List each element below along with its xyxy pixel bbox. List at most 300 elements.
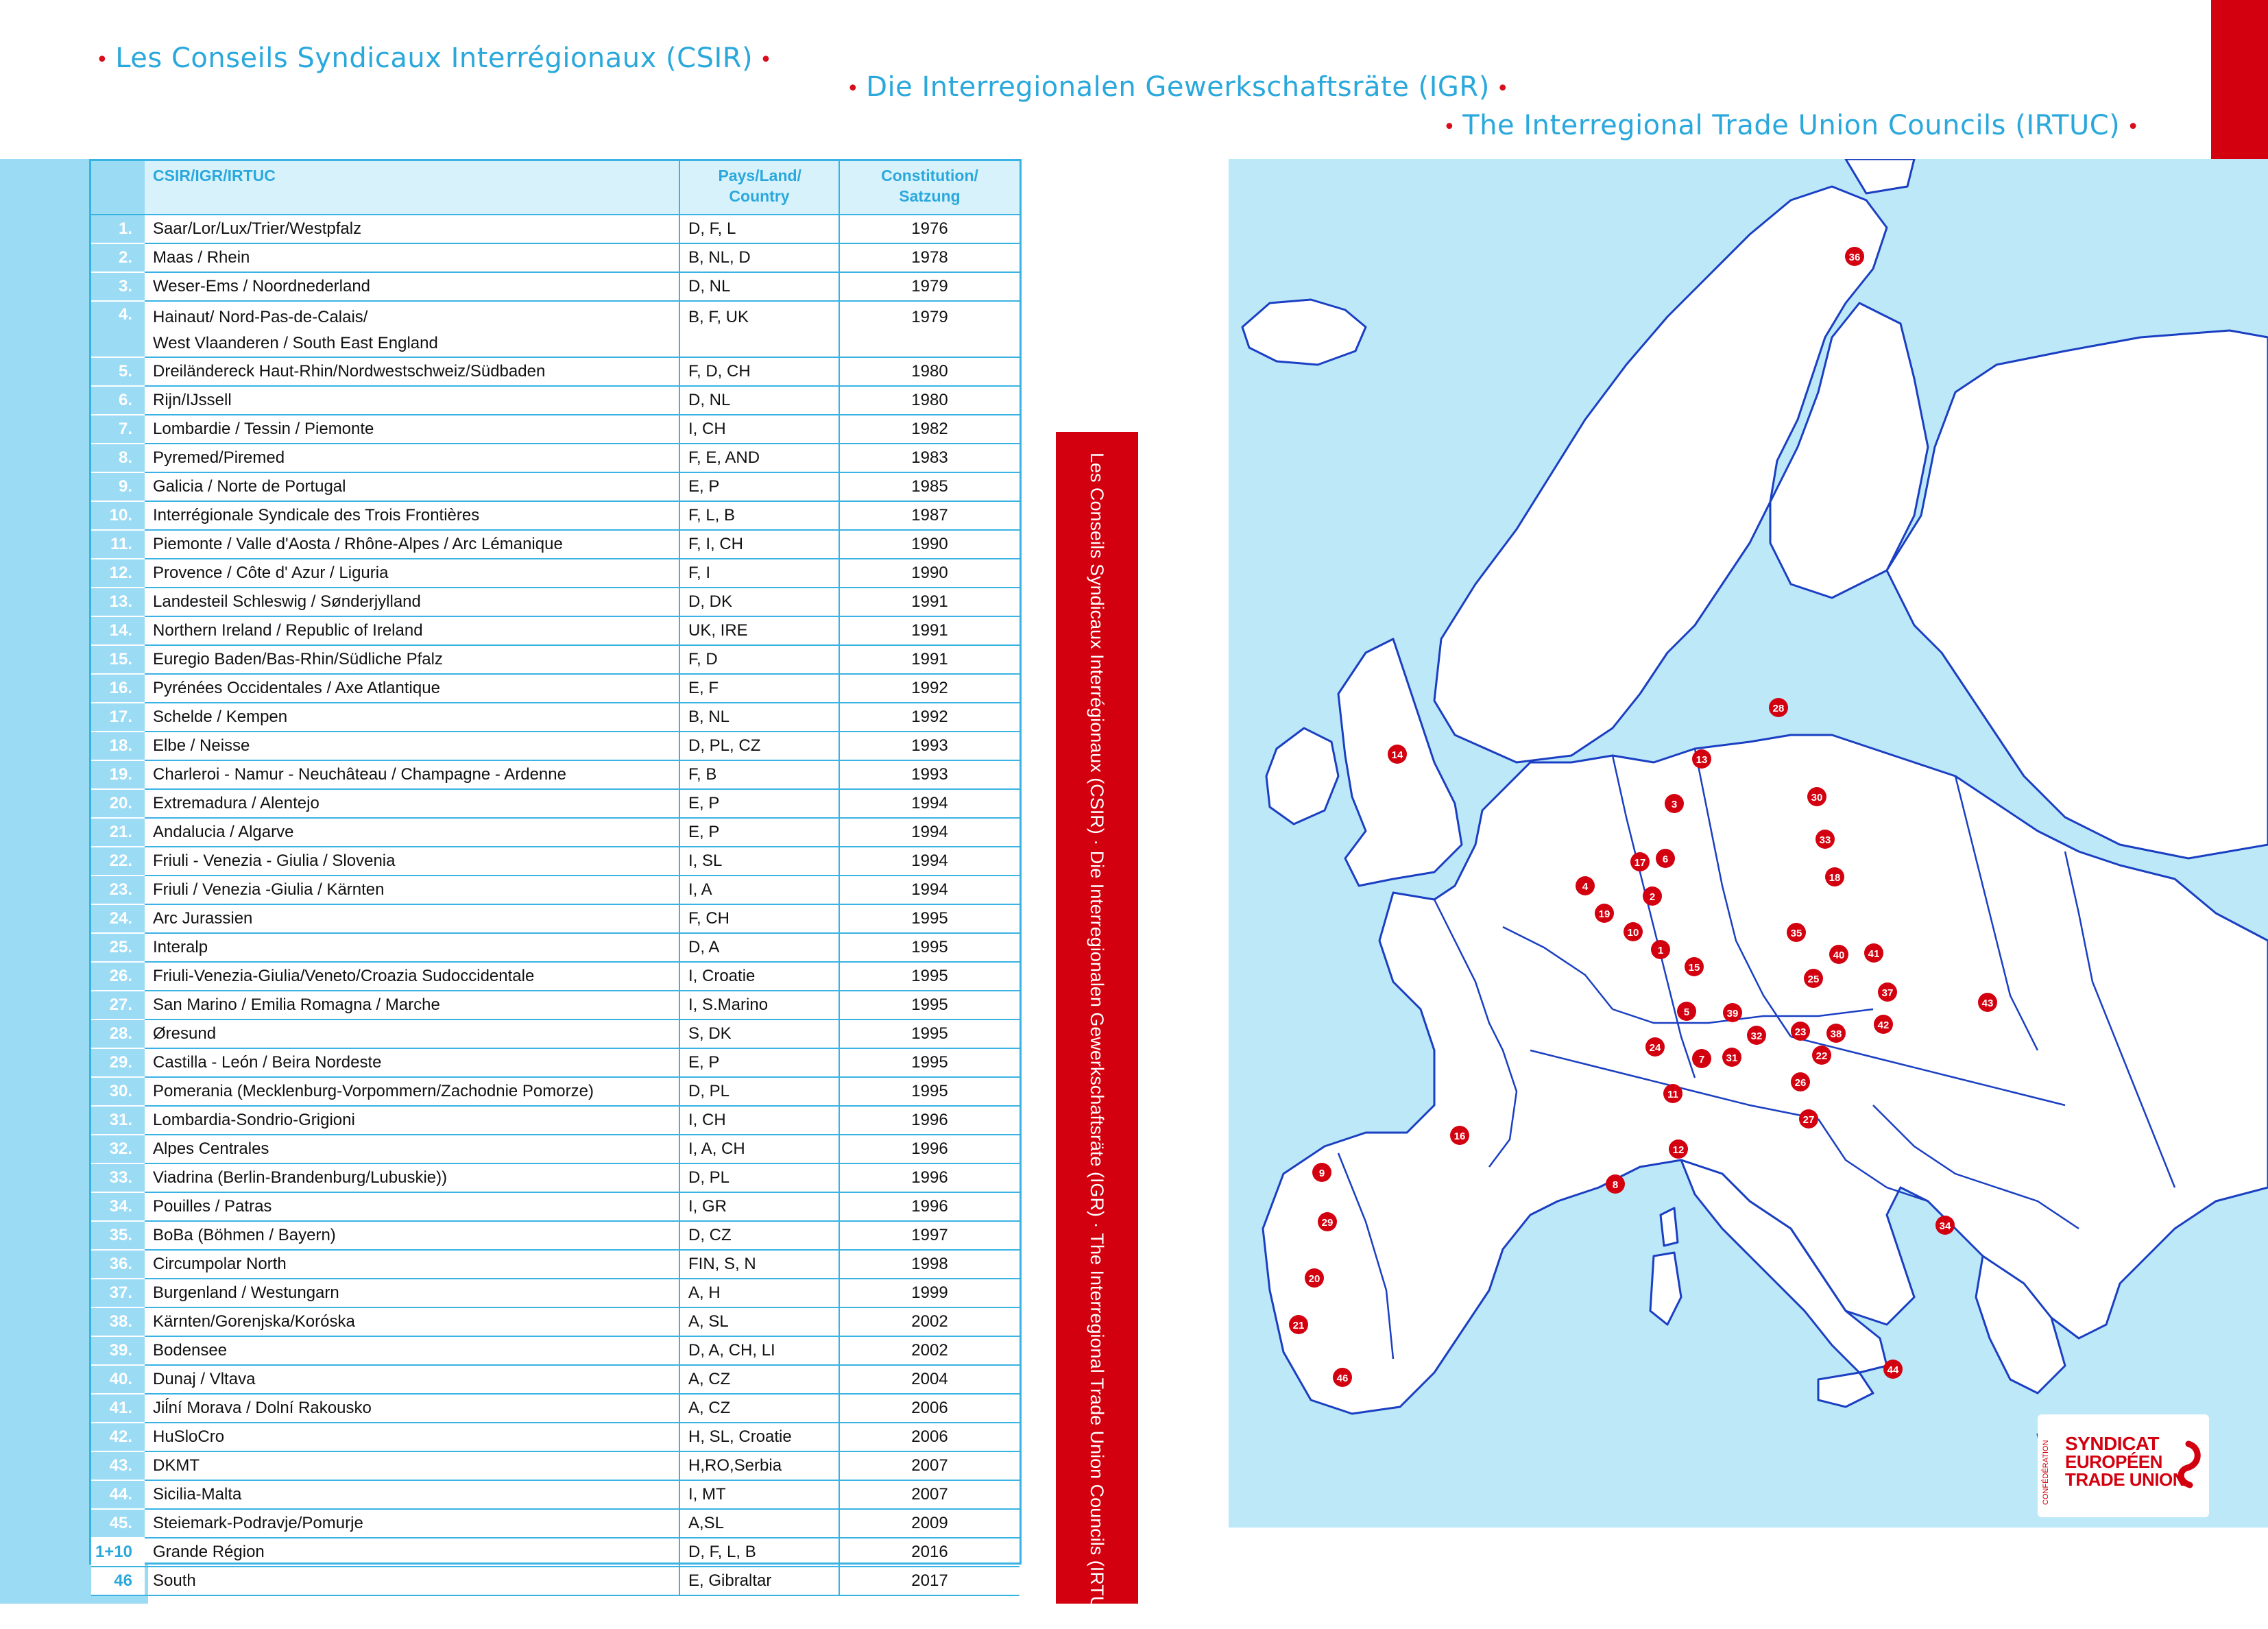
header-name: CSIR/IGR/IRTUC: [145, 161, 679, 215]
europe-map: [1229, 159, 2268, 1528]
table-row: [91, 645, 1020, 674]
row-year: 1983: [839, 444, 1020, 472]
row-country: I, CH: [679, 415, 839, 444]
row-number: 18.: [91, 732, 145, 760]
map-marker: [1651, 940, 1670, 959]
table-row: [91, 732, 1020, 760]
row-number: 40.: [91, 1365, 145, 1394]
row-name: Extremadura / Alentejo: [145, 789, 679, 818]
map-marker: [1318, 1212, 1337, 1231]
row-name: Sicilia-Malta: [145, 1480, 679, 1509]
row-name: HuSloCro: [145, 1423, 679, 1451]
map-marker-label: 42: [1877, 1019, 1890, 1031]
row-country: E, P: [679, 818, 839, 847]
row-number: 36.: [91, 1250, 145, 1279]
row-country: UK, IRE: [679, 616, 839, 645]
table-row: [91, 501, 1020, 530]
table-row: [91, 818, 1020, 847]
map-marker: [1289, 1315, 1308, 1334]
map-marker-label: 21: [1292, 1320, 1305, 1331]
row-number: 26.: [91, 962, 145, 991]
map-marker: [1663, 1084, 1682, 1103]
map-marker-label: 32: [1750, 1030, 1763, 1042]
row-country: F, E, AND: [679, 444, 839, 472]
row-name: Pomerania (Mecklenburg-Vorpommern/Zachodnie Pomorze): [145, 1077, 679, 1106]
table-body: [91, 215, 1020, 1595]
row-number: 10.: [91, 501, 145, 530]
map-marker: [1787, 923, 1806, 942]
row-year: 1994: [839, 818, 1020, 847]
map-marker: [1829, 945, 1848, 964]
row-name: Piemonte / Valle d'Aosta / Rhône-Alpes / Arc Lémanique: [145, 530, 679, 559]
row-year: 2006: [839, 1423, 1020, 1451]
row-name: [145, 301, 679, 357]
row-number: 44.: [91, 1480, 145, 1509]
table-row: [91, 1451, 1020, 1480]
table-row: [91, 760, 1020, 789]
row-name: Bodensee: [145, 1336, 679, 1365]
table-row: [91, 530, 1020, 559]
map-marker-label: 41: [1868, 948, 1880, 960]
row-number: 35.: [91, 1221, 145, 1250]
row-number: 24.: [91, 904, 145, 933]
map-marker-label: 35: [1790, 928, 1802, 939]
row-name: Weser-Ems / Noordnederland: [145, 272, 679, 301]
table-row: [91, 243, 1020, 272]
row-name: Lombardia-Sondrio-Grigioni: [145, 1106, 679, 1135]
map-marker-label: 6: [1662, 854, 1669, 865]
row-name: Rijn/IJssell: [145, 386, 679, 415]
map-marker-label: 27: [1802, 1114, 1815, 1126]
map-marker-label: 3: [1671, 799, 1678, 810]
table-row: [91, 1365, 1020, 1394]
map-marker: [1845, 247, 1864, 266]
row-name: Lombardie / Tessin / Piemonte: [145, 415, 679, 444]
map-marker: [1685, 957, 1704, 976]
row-number: 9.: [91, 472, 145, 501]
row-year: 1998: [839, 1250, 1020, 1279]
row-name-line2: West Vlaanderen / South East England: [153, 334, 438, 352]
map-marker-label: 36: [1848, 252, 1861, 263]
row-number: 43.: [91, 1451, 145, 1480]
row-country: E, P: [679, 789, 839, 818]
row-name: Pyremed/Piremed: [145, 444, 679, 472]
map-marker-label: 18: [1829, 872, 1841, 884]
row-name: Friuli / Venezia -Giulia / Kärnten: [145, 876, 679, 904]
sardinia-shape: [1650, 1253, 1681, 1325]
row-country: E, P: [679, 1048, 839, 1077]
table-row: [91, 1019, 1020, 1048]
map-marker-label: 16: [1453, 1131, 1466, 1142]
map-marker-label: 34: [1939, 1220, 1951, 1232]
map-marker: [1978, 993, 1997, 1012]
row-number: 16.: [91, 674, 145, 703]
table-row: [91, 1135, 1020, 1163]
row-number: 7.: [91, 415, 145, 444]
map-marker: [1825, 867, 1844, 886]
map-marker-label: 15: [1688, 962, 1700, 974]
row-name: Friuli - Venezia - Giulia / Slovenia: [145, 847, 679, 876]
map-marker: [1606, 1174, 1625, 1194]
table-header-row: [91, 161, 1020, 215]
row-year: 1991: [839, 588, 1020, 616]
row-name: Øresund: [145, 1019, 679, 1048]
map-marker: [1595, 904, 1614, 923]
map-marker: [1630, 852, 1650, 871]
row-year: 1982: [839, 415, 1020, 444]
map-marker-label: 2: [1649, 891, 1656, 903]
map-marker: [1791, 1022, 1810, 1041]
row-number: 22.: [91, 847, 145, 876]
row-country: H, SL, Croatie: [679, 1423, 839, 1451]
row-year: 2004: [839, 1365, 1020, 1394]
row-name-line1: Hainaut/ Nord-Pas-de-Calais/: [153, 308, 368, 326]
row-country: F, D, CH: [679, 357, 839, 386]
row-name: Northern Ireland / Republic of Ireland: [145, 616, 679, 645]
row-year: 1990: [839, 530, 1020, 559]
map-marker: [1692, 1049, 1711, 1068]
row-year: 1992: [839, 703, 1020, 732]
map-marker: [1826, 1024, 1846, 1043]
map-marker: [1677, 1002, 1696, 1021]
row-country: D, PL, CZ: [679, 732, 839, 760]
row-number: 12.: [91, 559, 145, 588]
row-country: F, CH: [679, 904, 839, 933]
row-name: Friuli-Venezia-Giulia/Veneto/Croazia Sudoccidentale: [145, 962, 679, 991]
row-name: Schelde / Kempen: [145, 703, 679, 732]
table-row: [91, 1480, 1020, 1509]
row-country: D, CZ: [679, 1221, 839, 1250]
map-marker-label: 24: [1649, 1042, 1661, 1054]
table-row: [91, 272, 1020, 301]
row-name: Interalp: [145, 933, 679, 962]
table-row: [91, 904, 1020, 933]
row-year: 1996: [839, 1192, 1020, 1221]
row-number: 21.: [91, 818, 145, 847]
vertical-title-text: Les Conseils Syndicaux Interrégionaux (CSIR) · Die Interregionalen Gewerkschaftsräte (IGR) · The Interregional Trade Union Councils (IRTUC): [1087, 452, 1107, 1629]
row-number: 8.: [91, 444, 145, 472]
row-year: 1992: [839, 674, 1020, 703]
row-year: 2002: [839, 1307, 1020, 1336]
map-marker: [1669, 1139, 1688, 1159]
table-row: [91, 674, 1020, 703]
map-marker: [1747, 1026, 1766, 1045]
row-name: Charleroi - Namur - Neuchâteau / Champagne - Ardenne: [145, 760, 679, 789]
arctic-island-shape: [1846, 159, 1914, 193]
map-marker: [1791, 1072, 1810, 1091]
map-marker-label: 30: [1811, 792, 1823, 804]
row-year: 1995: [839, 1048, 1020, 1077]
row-year: 2009: [839, 1509, 1020, 1538]
row-country: S, DK: [679, 1019, 839, 1048]
map-marker: [1769, 698, 1788, 717]
row-name: Burgenland / Westungarn: [145, 1279, 679, 1307]
header-country-text: Pays/Land/ Country: [718, 167, 801, 205]
row-name: Pouilles / Patras: [145, 1192, 679, 1221]
map-marker: [1312, 1163, 1331, 1182]
council-table: [89, 159, 1022, 1590]
map-marker-label: 26: [1794, 1077, 1807, 1089]
map-marker: [1643, 886, 1662, 906]
row-number: 46: [91, 1567, 145, 1595]
row-name: Saar/Lor/Lux/Trier/Westpfalz: [145, 215, 679, 243]
table-row: [91, 933, 1020, 962]
table-row: [91, 588, 1020, 616]
row-year: 1991: [839, 645, 1020, 674]
map-marker: [1812, 1046, 1831, 1065]
row-country: E, P: [679, 472, 839, 501]
row-number: 38.: [91, 1307, 145, 1336]
map-marker-label: 13: [1696, 754, 1708, 766]
map-marker-label: 7: [1698, 1054, 1705, 1065]
row-country: I, MT: [679, 1480, 839, 1509]
row-name: Maas / Rhein: [145, 243, 679, 272]
row-name: Pyrénées Occidentales / Axe Atlantique: [145, 674, 679, 703]
map-marker-label: 20: [1308, 1273, 1320, 1285]
map-marker: [1305, 1268, 1324, 1288]
table-row: [91, 1192, 1020, 1221]
row-name: Viadrina (Berlin-Brandenburg/Lubuskie)): [145, 1163, 679, 1192]
table-row: [91, 1048, 1020, 1077]
row-number: 11.: [91, 530, 145, 559]
row-country: I, CH: [679, 1106, 839, 1135]
logo-vertical-text: CONFÉDÉRATION: [2042, 1440, 2050, 1505]
row-number: 31.: [91, 1106, 145, 1135]
row-year: 1994: [839, 847, 1020, 876]
row-country: A, SL: [679, 1307, 839, 1336]
row-number: 13.: [91, 588, 145, 616]
row-number: 30.: [91, 1077, 145, 1106]
map-marker-label: 29: [1321, 1217, 1334, 1229]
map-marker: [1883, 1360, 1903, 1379]
map-marker: [1935, 1216, 1955, 1235]
map-marker: [1864, 943, 1883, 963]
row-country: F, D: [679, 645, 839, 674]
row-name: Arc Jurassien: [145, 904, 679, 933]
table-row: [91, 1538, 1020, 1567]
row-year: 1979: [839, 301, 1020, 357]
map-marker-label: 44: [1887, 1364, 1899, 1376]
map-marker-label: 25: [1807, 974, 1820, 985]
map-marker: [1878, 982, 1897, 1002]
row-number: 27.: [91, 991, 145, 1019]
row-country: B, NL: [679, 703, 839, 732]
row-name: South: [145, 1567, 679, 1595]
row-name: Castilla - León / Beira Nordeste: [145, 1048, 679, 1077]
row-year: 1993: [839, 732, 1020, 760]
row-year: 1996: [839, 1135, 1020, 1163]
map-marker-label: 17: [1634, 857, 1646, 869]
logo-text: [2065, 1435, 2185, 1488]
row-year: 1978: [839, 243, 1020, 272]
table-row: [91, 472, 1020, 501]
table-row: [91, 1163, 1020, 1192]
title-de: • Die Interregionalen Gewerkschaftsräte (IGR) •: [847, 71, 1510, 103]
map-marker-label: 31: [1726, 1052, 1738, 1064]
map-marker-label: 39: [1726, 1008, 1739, 1019]
title-fr: • Les Conseils Syndicaux Interrégionaux (CSIR) •: [96, 43, 773, 74]
table-row: [91, 1307, 1020, 1336]
row-year: 1990: [839, 559, 1020, 588]
row-number: 25.: [91, 933, 145, 962]
row-number: 3.: [91, 272, 145, 301]
table-row: [91, 1509, 1020, 1538]
logo-line3: TRADE UNION: [2065, 1469, 2186, 1490]
row-year: 1995: [839, 904, 1020, 933]
row-year: 2007: [839, 1451, 1020, 1480]
row-year: 1995: [839, 1019, 1020, 1048]
row-year: 1991: [839, 616, 1020, 645]
map-marker-label: 43: [1981, 998, 1994, 1009]
table-row: [91, 301, 1020, 357]
row-name: Elbe / Neisse: [145, 732, 679, 760]
table-row: [91, 962, 1020, 991]
row-country: B, F, UK: [679, 301, 839, 357]
row-number: 41.: [91, 1394, 145, 1423]
vertical-title-bar: [1056, 432, 1138, 1629]
row-country: I, GR: [679, 1192, 839, 1221]
row-number: 1.: [91, 215, 145, 243]
map-marker: [1624, 922, 1643, 941]
row-name: BoBa (Böhmen / Bayern): [145, 1221, 679, 1250]
map-marker-label: 14: [1391, 749, 1403, 761]
row-year: 1980: [839, 386, 1020, 415]
row-country: I, SL: [679, 847, 839, 876]
row-number: 19.: [91, 760, 145, 789]
row-number: 37.: [91, 1279, 145, 1307]
row-number: 6.: [91, 386, 145, 415]
map-marker: [1692, 749, 1711, 769]
table-row: [91, 1250, 1020, 1279]
row-year: 1979: [839, 272, 1020, 301]
table-row: [91, 1394, 1020, 1423]
row-name: Circumpolar North: [145, 1250, 679, 1279]
map-marker-label: 33: [1819, 834, 1831, 846]
table-row: [91, 1077, 1020, 1106]
logo-swirl-icon: [2175, 1440, 2202, 1488]
iceland-shape: [1242, 300, 1366, 365]
row-year: 1995: [839, 1077, 1020, 1106]
table-row: [91, 847, 1020, 876]
row-name: San Marino / Emilia Romagna / Marche: [145, 991, 679, 1019]
row-country: F, L, B: [679, 501, 839, 530]
row-country: H,RO,Serbia: [679, 1451, 839, 1480]
table-row: [91, 357, 1020, 386]
map-marker: [1807, 787, 1826, 806]
row-country: I, A: [679, 876, 839, 904]
row-country: A, CZ: [679, 1394, 839, 1423]
map-marker-label: 28: [1772, 703, 1785, 714]
map-marker-label: 8: [1612, 1179, 1619, 1191]
header-country: [679, 161, 839, 215]
row-number: 42.: [91, 1423, 145, 1451]
table-row: [91, 1221, 1020, 1250]
row-year: 1993: [839, 760, 1020, 789]
map-marker-label: 40: [1833, 950, 1845, 961]
row-name: Andalucia / Algarve: [145, 818, 679, 847]
row-country: D, DK: [679, 588, 839, 616]
logo-line2: EUROPÉEN: [2065, 1451, 2162, 1472]
header-num: [91, 161, 145, 215]
row-year: 1994: [839, 876, 1020, 904]
row-year: 2006: [839, 1394, 1020, 1423]
row-year: 1987: [839, 501, 1020, 530]
table-row: [91, 876, 1020, 904]
table-row: [91, 559, 1020, 588]
row-name: Euregio Baden/Bas-Rhin/Südliche Pfalz: [145, 645, 679, 674]
table-row: [91, 1279, 1020, 1307]
row-name: Landesteil Schleswig / Sønderjylland: [145, 588, 679, 616]
title-fr-text: Les Conseils Syndicaux Interrégionaux (CSIR): [115, 43, 753, 74]
map-marker: [1722, 1048, 1741, 1067]
row-year: 2016: [839, 1538, 1020, 1567]
map-marker-label: 4: [1582, 881, 1589, 893]
row-country: D, PL: [679, 1163, 839, 1192]
row-country: D, A: [679, 933, 839, 962]
row-number: 1+10: [91, 1538, 145, 1567]
row-number: 4.: [91, 301, 145, 357]
table-row: [91, 991, 1020, 1019]
map-marker: [1804, 969, 1823, 988]
map-marker-label: 23: [1794, 1026, 1807, 1038]
row-country: I, A, CH: [679, 1135, 839, 1163]
table-row: [91, 616, 1020, 645]
row-country: D, F, L: [679, 215, 839, 243]
table-row: [91, 789, 1020, 818]
row-country: D, NL: [679, 272, 839, 301]
map-marker-label: 37: [1881, 987, 1894, 999]
row-name: Provence / Côte d' Azur / Liguria: [145, 559, 679, 588]
row-country: I, Croatie: [679, 962, 839, 991]
row-number: 17.: [91, 703, 145, 732]
table-row: [91, 1567, 1020, 1595]
row-country: A, H: [679, 1279, 839, 1307]
header-year: [839, 161, 1020, 215]
row-number: 39.: [91, 1336, 145, 1365]
map-marker: [1450, 1126, 1469, 1145]
map-marker-label: 22: [1815, 1050, 1828, 1062]
table-row: [91, 703, 1020, 732]
ireland-shape: [1266, 728, 1338, 824]
table-row: [91, 215, 1020, 243]
row-country: D, NL: [679, 386, 839, 415]
row-country: FIN, S, N: [679, 1250, 839, 1279]
row-year: 2007: [839, 1480, 1020, 1509]
map-marker: [1665, 794, 1684, 813]
row-country: A, CZ: [679, 1365, 839, 1394]
row-year: 1976: [839, 215, 1020, 243]
title-en: • The Interregional Trade Union Councils (IRTUC) •: [1443, 110, 2140, 141]
title-en-text: The Interregional Trade Union Councils (IRTUC): [1462, 110, 2121, 141]
row-number: 45.: [91, 1509, 145, 1538]
row-year: 1996: [839, 1163, 1020, 1192]
row-year: 1996: [839, 1106, 1020, 1135]
row-year: 1997: [839, 1221, 1020, 1250]
map-marker: [1656, 849, 1675, 868]
map-marker-label: 9: [1318, 1168, 1325, 1179]
row-year: 1995: [839, 962, 1020, 991]
row-name: Kärnten/Gorenjska/Koróska: [145, 1307, 679, 1336]
row-year: 1995: [839, 933, 1020, 962]
row-name: Dreiländereck Haut-Rhin/Nordwestschweiz/Südbaden: [145, 357, 679, 386]
row-country: E, F: [679, 674, 839, 703]
row-number: 23.: [91, 876, 145, 904]
sicily-shape: [1818, 1373, 1873, 1407]
map-marker-label: 1: [1657, 945, 1664, 956]
row-year: 2002: [839, 1336, 1020, 1365]
logo-line1: SYNDICAT: [2065, 1433, 2160, 1454]
header-year-text: Constitution/ Satzung: [881, 167, 978, 205]
